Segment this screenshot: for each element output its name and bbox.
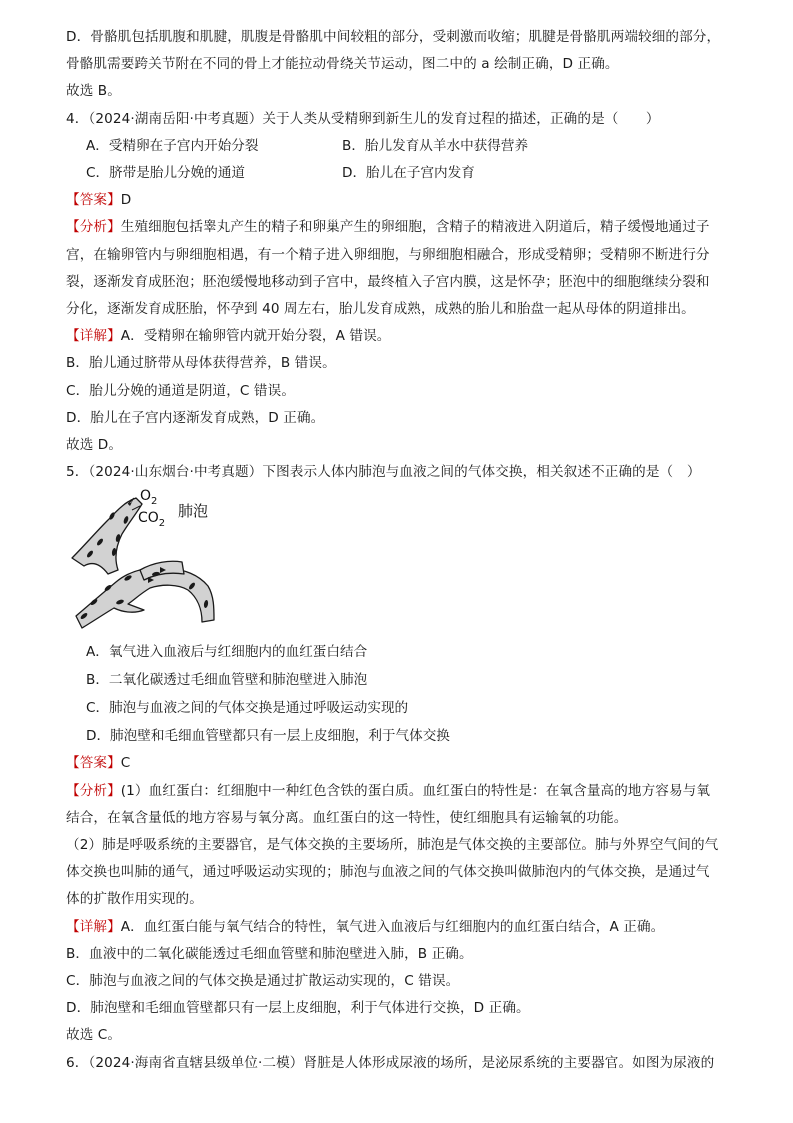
q3-option-d-explanation-cont: 骨骼肌需要跨关节附在不同的骨上才能拉动骨绕关节运动，图二中的 a 绘制正确，D 正确。 [66,56,619,73]
q4-option-c: C．脐带是胎儿分娩的通道 [86,165,246,182]
detail-text: A．血红蛋白能与氧气结合的特性，氧气进入血液后与红细胞内的血红蛋白结合，A 正确。 [120,918,665,935]
q5-analysis [66,778,746,805]
q4-detail-line: C．胎儿分娩的通道是阴道，C 错误。 [66,382,296,399]
q4-detail-line: B．胎儿通过脐带从母体获得营养，B 错误。 [66,355,336,372]
q4-choice: 故选 D。 [66,437,123,454]
q4-analysis-line: 分化，逐渐发育成胚胎，怀孕到 40 周左右，胎儿发育成熟，成熟的胎儿和胎盘一起从母体的阴道排出。 [66,301,695,318]
q4-option-d: D．胎儿在子宫内发育 [342,165,475,182]
detail-tag: 【详解】 [66,918,121,935]
q4-analysis-line: 裂，逐渐发育成胚泡；胚泡缓慢地移动到子宫中，最终植入子宫内膜，这是怀孕；胚泡中的细胞继续分裂和 [66,273,710,290]
q4-analysis-line: 宫，在输卵管内与卵细胞相遇，有一个精子进入卵细胞，与卵细胞相融合，形成受精卵；受精卵不断进行分 [66,246,710,263]
alveolus-gas-exchange-diagram [70,490,220,636]
alveolus-label: 肺泡 [178,502,209,521]
q5-detail [66,914,746,941]
q5-option-b: B．二氧化碳透过毛细血管壁和肺泡壁进入肺泡 [86,672,368,689]
q4-detail [66,323,746,350]
detail-tag: 【详解】 [66,328,121,345]
q5-stem: 5．（2024·山东烟台·中考真题）下图表示人体内肺泡与血液之间的气体交换，相关叙述不正确的是（ ） [66,464,701,481]
answer-tag: 【答案】 [66,192,121,209]
q5-analysis-line: 体的扩散作用实现的。 [66,891,203,908]
q4-option-b: B．胎儿发育从羊水中获得营养 [342,137,529,154]
q5-analysis-line: 体交换也叫肺的通气，通过呼吸运动实现的；肺泡与血液之间的气体交换叫做肺泡内的气体交换，是通过气 [66,864,710,881]
q5-detail-line: C．肺泡与血液之间的气体交换是通过扩散运动实现的，C 错误。 [66,973,460,990]
q5-analysis-line: （2）肺是呼吸系统的主要器官，是气体交换的主要场所，肺泡是气体交换的主要部位。肺与外界空气间的气 [66,837,719,854]
co2-label [138,510,165,529]
o2-subscript: 2 [151,496,158,508]
q4-options-row-1 [66,133,746,160]
q4-option-a: A．受精卵在子宫内开始分裂 [86,137,259,154]
o2-label [140,488,157,507]
answer-value: D [120,192,132,209]
q3-option-d-explanation: D．骨骼肌包括肌腹和肌腱，肌腹是骨骼肌中间较粗的部分，受刺激而收缩；肌腱是骨骼肌两端较细的部分， [66,29,721,45]
analysis-text: (1）血红蛋白：红细胞中一种红色含铁的蛋白质。血红蛋白的特性是：在氧含量高的地方容易与氧 [120,782,711,799]
detail-text: A．受精卵在输卵管内就开始分裂，A 错误。 [120,328,391,345]
q4-answer [66,187,746,214]
q4-analysis [66,214,746,241]
q4-stem: 4．（2024·湖南岳阳·中考真题）关于人类从受精卵到新生儿的发育过程的描述，正确的是（ ） [66,110,660,127]
q5-analysis-line: 结合，在氧含量低的地方容易与氧分离。血红蛋白的这一特性，使红细胞具有运输氧的功能。 [66,809,628,826]
q5-answer [66,750,746,777]
q3-choice: 故选 B。 [66,83,121,100]
o2-text: O [140,488,152,505]
q5-choice: 故选 C。 [66,1027,122,1044]
co2-text: CO [138,510,159,527]
q5-detail-line: B．血液中的二氧化碳能透过毛细血管壁和肺泡壁进入肺，B 正确。 [66,945,473,962]
document-page [66,24,746,1077]
answer-value: C [120,755,131,772]
analysis-text: 生殖细胞包括睾丸产生的精子和卵巢产生的卵细胞，含精子的精液进入阴道后，精子缓慢地通过子 [120,219,710,236]
q4-detail-line: D．胎儿在子宫内逐渐发育成熟，D 正确。 [66,409,325,426]
co2-subscript: 2 [158,518,166,530]
q6-stem: 6．（2024·海南省直辖县级单位·二模）肾脏是人体形成尿液的场所，是泌尿系统的主要器官。如图为尿液的 [66,1054,715,1071]
answer-tag: 【答案】 [66,755,121,772]
q4-options-row-2 [66,160,746,187]
q5-option-d: D．肺泡壁和毛细血管壁都只有一层上皮细胞，利于气体交换 [86,728,450,745]
q5-option-a: A．氧气进入血液后与红细胞内的血红蛋白结合 [86,644,368,661]
vessel-upper [72,498,142,574]
q5-option-c: C．肺泡与血液之间的气体交换是通过呼吸运动实现的 [86,700,409,717]
analysis-tag: 【分析】 [66,219,121,236]
q5-detail-line: D．肺泡壁和毛细血管壁都只有一层上皮细胞，利于气体进行交换，D 正确。 [66,1000,530,1017]
analysis-tag: 【分析】 [66,782,121,799]
